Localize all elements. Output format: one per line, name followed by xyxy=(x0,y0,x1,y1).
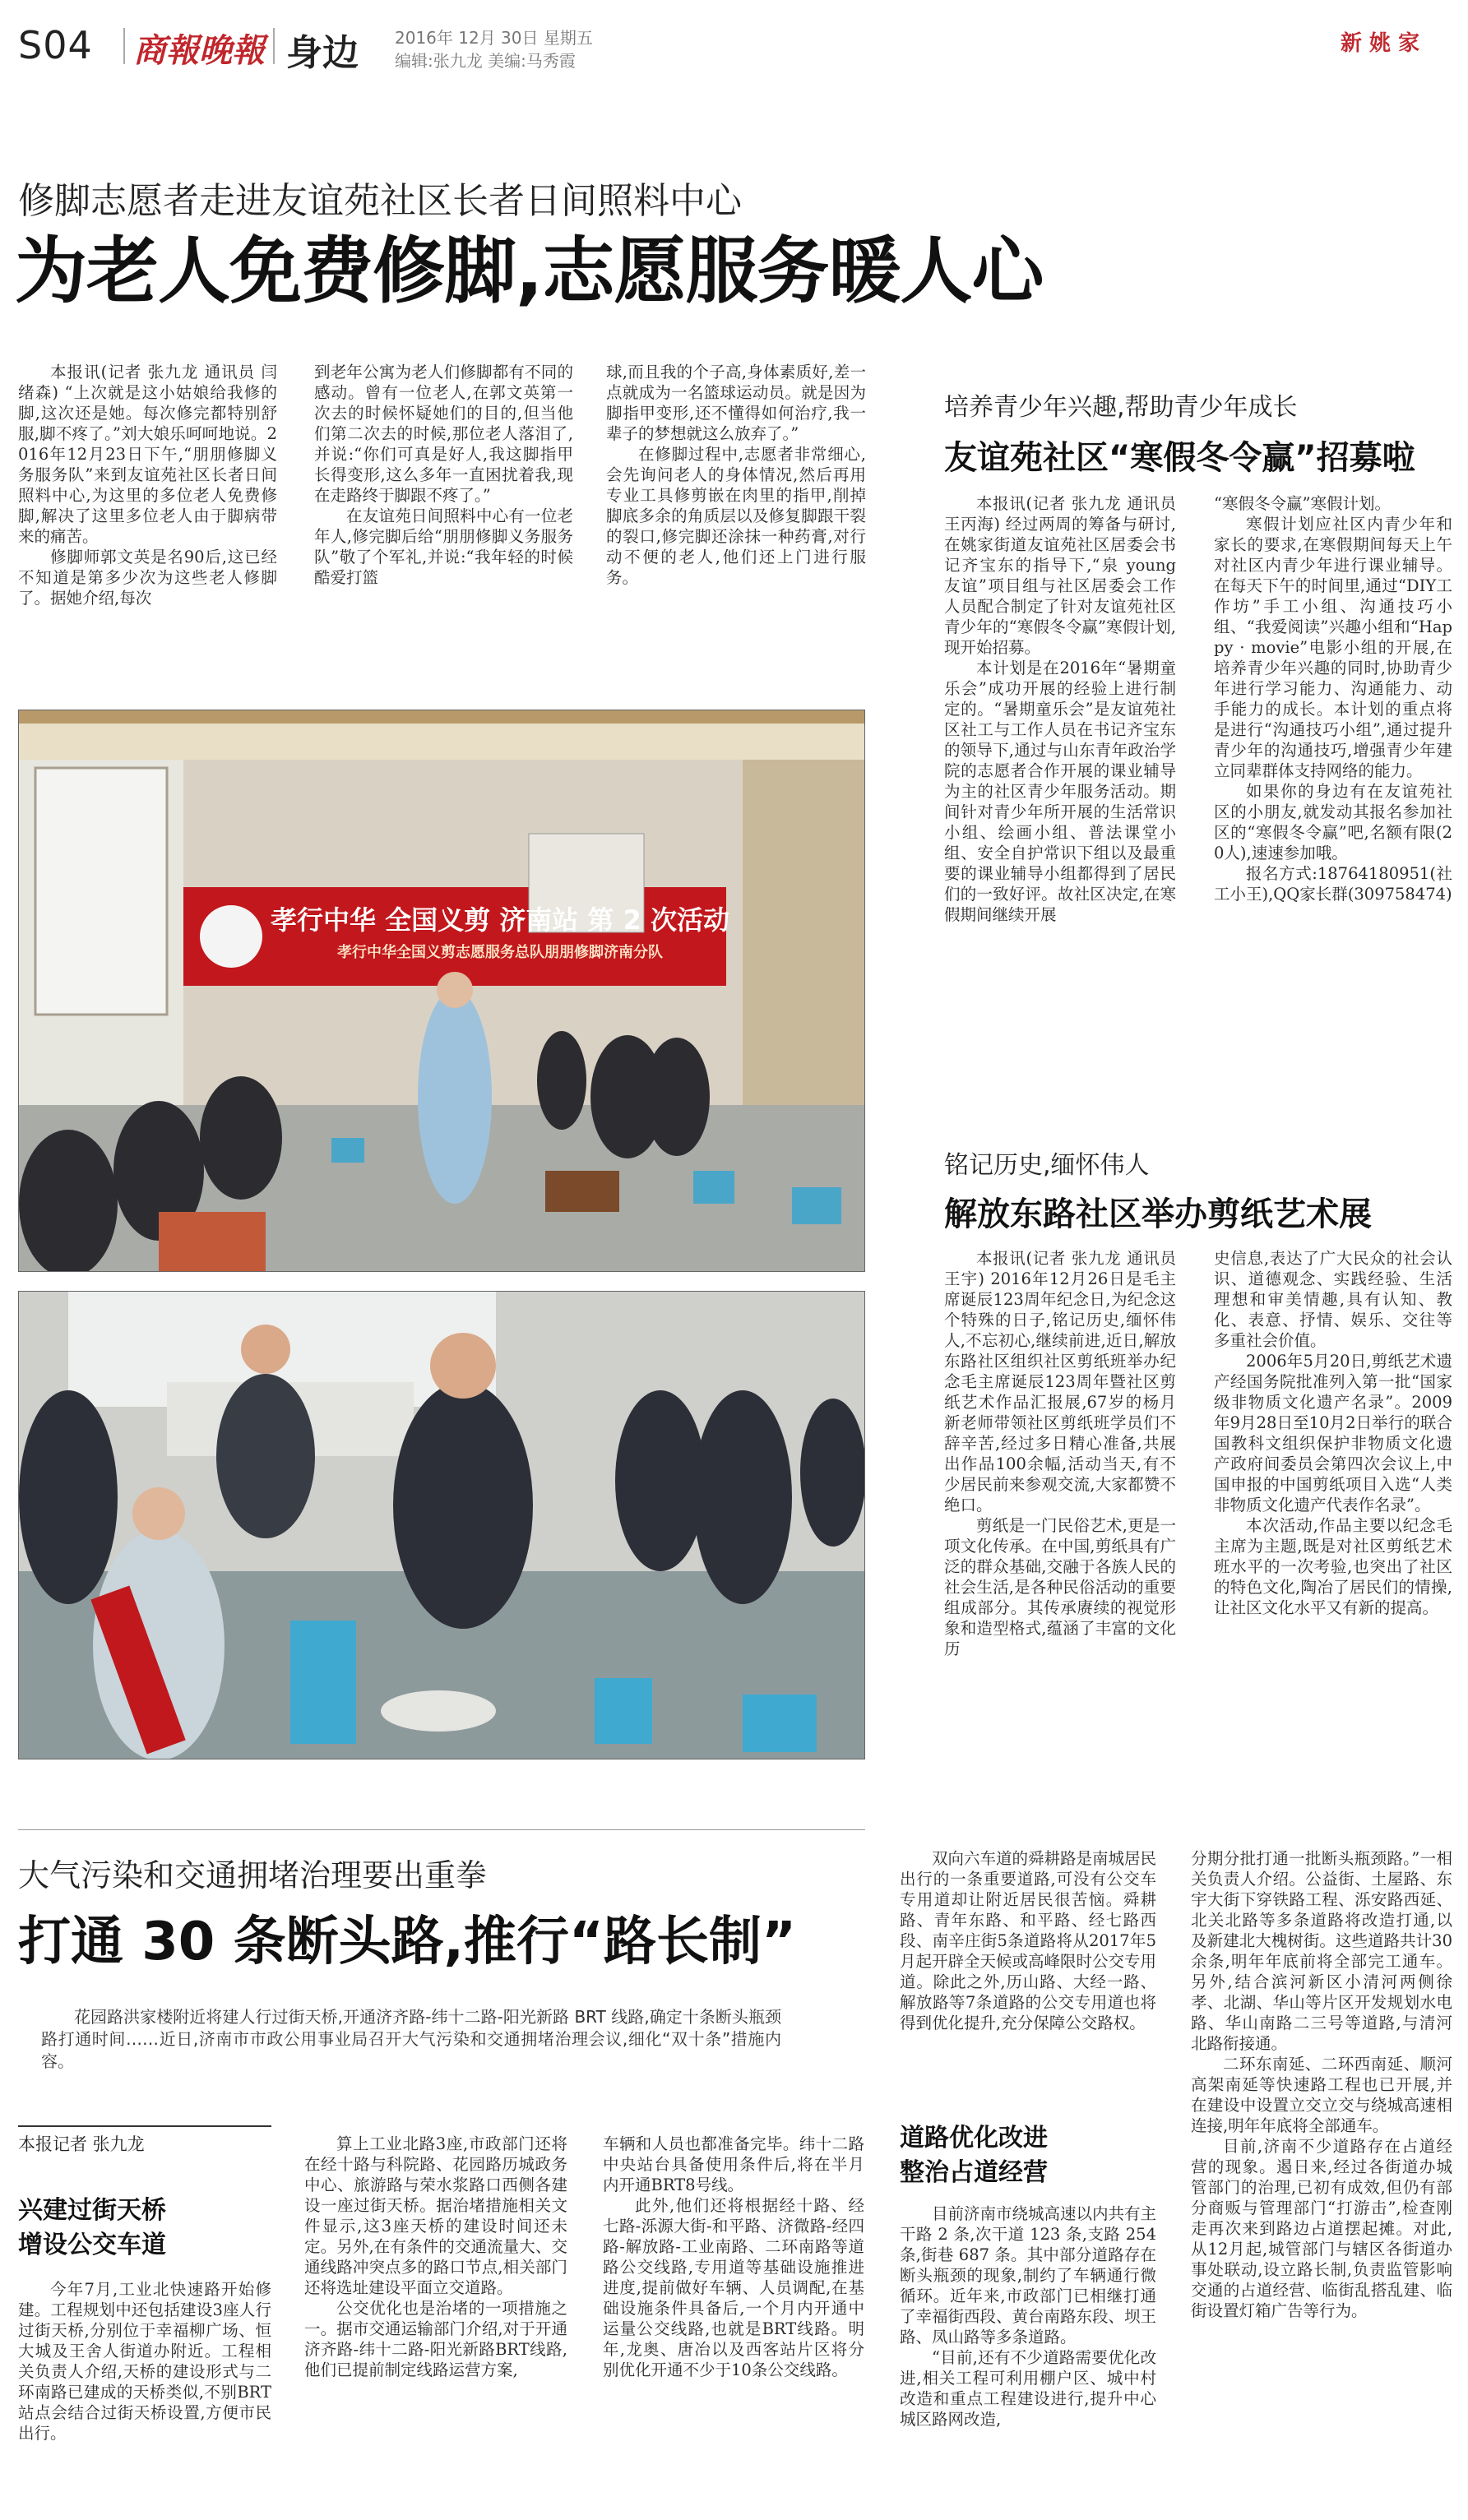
paragraph: 球,而且我的个子高,身体素质好,差一点就成为一名篮球运动员。就是因为脚指甲变形,还不懂得如何治疗,我一辈子的梦想就这么放弃了。” xyxy=(606,363,866,443)
paragraph: 二环东南延、二环西南延、顺河高架南延等快速路工程也已开展,并在建设中设置立交立交与绕城高速相连接,明年年底将全部通车。 xyxy=(1191,2055,1452,2135)
article-4-col-5 xyxy=(1191,1848,1452,2321)
paragraph: 寒假计划应社区内青少年和家长的要求,在寒假期间每天上午对社区内青少年进行课业辅导。在每天下午的时间里,通过“DIY工作坊”手工小组、沟通技巧小组、“我爱阅读”兴趣小组和“Happy · movie”电影小组的开展,在培养青少年兴趣的同时,协助青少年进行学习能力、沟通能力、动手能力的成长。本计划的重点将是进行“沟通技巧小组”,通过提升青少年的沟通技巧,增强青少年建立同辈群体支持网络的能力。 xyxy=(1214,515,1452,780)
paragraph: “目前,还有不少道路需要优化改进,相关工程可利用棚户区、城中村改造和重点工程建设进行,提升中心城区路网改造, xyxy=(900,2348,1156,2429)
column-tag: 新 姚 家 xyxy=(1341,31,1420,56)
article-4-lead xyxy=(41,2006,781,2073)
article-1-col-1 xyxy=(18,362,277,608)
article-3-col-1 xyxy=(944,1248,1176,1659)
paragraph: 史信息,表达了广大民众的社会认识、道德观念、实践经验、生活理想和审美情趣,具有认知、教化、表意、抒情、娱乐、交往等多重社会价值。 xyxy=(1214,1249,1452,1350)
paragraph: 双向六车道的舜耕路是南城居民出行的一条重要道路,可没有公交车专用道却让附近居民很苦恼。舜耕路、青年东路、和平路、经七路西段、南辛庄街5条道路将从2017年5月起开辟全天候或高峰限时公交专用道。除此之外,历山路、大经一路、解放路等7条道路的公交专用道也将得到优化提升,充分保障公交路权。 xyxy=(900,1849,1157,2032)
article-4-col-4b xyxy=(900,2203,1156,2430)
section-separator xyxy=(18,1829,865,1830)
article-1-col-2 xyxy=(314,362,573,588)
reporter-rule xyxy=(18,2125,271,2127)
article-2-kicker: 培养青少年兴趣,帮助青少年成长 xyxy=(944,393,1298,422)
article-4-kicker: 大气污染和交通拥堵治理要出重拳 xyxy=(18,1857,488,1893)
article-4-col-3 xyxy=(603,2134,864,2380)
paragraph: 车辆和人员也都准备完毕。纬十二路中央站台具备使用条件后,将在半月内开通BRT8号线。 xyxy=(603,2134,864,2194)
paragraph: 修脚师郭文英是名90后,这已经不知道是第多少次为这些老人修脚了。据她介绍,每次 xyxy=(18,548,277,608)
lead-paragraph: 花园路洪家楼附近将建人行过街天桥,开通济齐路-纬十二路-阳光新路 BRT 线路,确定十条断头瓶颈路打通时间……近日,济南市市政公用事业局召开大气污染和交通拥堵治理会议,细化“双十条”措施内容。 xyxy=(41,2007,781,2071)
photo-illustration xyxy=(19,1292,864,1759)
paragraph: 在修脚过程中,志愿者非常细心,会先询问老人的身体情况,然后再用专业工具修剪嵌在肉里的指甲,削掉脚底多余的角质层以及修复脚跟干裂的裂口,修完脚还涂抹一种药膏,对行动不便的老人,他们还上门进行服务。 xyxy=(606,445,866,587)
article-3-kicker: 铭记历史,缅怀伟人 xyxy=(944,1151,1150,1180)
article-1-kicker: 修脚志愿者走进友谊苑社区长者日间照料中心 xyxy=(18,180,742,222)
article-1-col-3 xyxy=(606,362,866,588)
paragraph: 剪纸是一门民俗艺术,更是一项文化传承。在中国,剪纸具有广泛的群众基础,交融于各族人民的社会生活,是各种民俗活动的重要组成部分。其传承赓续的视觉形象和造型格式,蕴涵了丰富的文化历 xyxy=(944,1516,1176,1658)
photo-volunteer-event xyxy=(18,710,865,1272)
subhead-overpass: 兴建过街天桥 增设公交车道 xyxy=(18,2196,166,2259)
page-number: S04 xyxy=(18,23,93,67)
article-4-col-2 xyxy=(304,2134,567,2380)
article-1-headline: 为老人免费修脚,志愿服务暖人心 xyxy=(15,229,1044,313)
paragraph: 在友谊苑日间照料中心有一位老年人,修完脚后给“朋朋修脚义务服务队”敬了个军礼,并说:“我年轻的时候酷爱打篮 xyxy=(314,506,573,587)
masthead-divider xyxy=(273,28,275,64)
section-name: 身边 xyxy=(286,32,359,74)
article-3-col-2 xyxy=(1214,1248,1452,1618)
article-2-headline: 友谊苑社区“寒假冬令赢”招募啦 xyxy=(944,439,1415,477)
masthead-divider xyxy=(123,28,125,64)
article-4-col-4a xyxy=(900,1848,1156,2033)
paragraph: 如果你的身边有在友谊苑社区的小朋友,就发动其报名参加社区的“寒假冬令赢”吧,名额有限(20人),速速参加哦。 xyxy=(1214,782,1452,862)
article-3-headline: 解放东路社区举办剪纸艺术展 xyxy=(944,1195,1372,1233)
event-banner-title: 孝行中华 全国义剪 济南站 第 2 次活动 xyxy=(271,904,729,936)
paragraph: 本计划是在2016年“暑期童乐会”成功开展的经验上进行制定的。“暑期童乐会”是友谊苑社区社工与工作人员在书记齐宝东的领导下,通过与山东青年政治学院的志愿者合作开展的课业辅导为主的社区青少年服务活动。期间针对青少年所开展的生活常识小组、绘画小组、普法课堂小组、安全自护常识下组以及最重要的课业辅导小组都得到了居民们的一致好评。故社区决定,在寒假期间继续开展 xyxy=(944,659,1176,924)
paragraph: “寒假冬令赢”寒假计划。 xyxy=(1214,494,1391,513)
paragraph: 本报讯(记者 张九龙 通讯员 闫绪森) “上次就是这小姑娘给我修的脚,这次还是她。每次修完都特别舒服,脚不疼了。”刘大娘乐呵呵地说。2016年12月23日下午,“朋朋修脚义务服务队”来到友谊苑社区长者日间照料中心,为这里的多位老人免费修脚,解决了这里多位老人由于脚病带来的痛苦。 xyxy=(18,363,277,546)
paragraph: 分期分批打通一批断头瓶颈路。”一相关负责人介绍。公益街、土屋路、东宇大街下穿铁路工程、泺安路西延、北关北路等多条道路将改造打通,以及新建北大槐树街。这些道路共计30余条,明年年底前将全部完工通车。另外,结合滨河新区小清河两侧徐孝、北湖、华山等片区开发规划水电路、华山南路二三号等道路,与清河北路衔接通。 xyxy=(1191,1849,1452,2053)
article-2-col-1 xyxy=(944,493,1176,925)
paragraph: 本次活动,作品主要以纪念毛主席为主题,既是对社区剪纸艺术班水平的一次考验,也突出了社区的特色文化,陶冶了居民们的情操,让社区文化水平又有新的提高。 xyxy=(1214,1516,1452,1617)
photo-pedicure-service xyxy=(18,1291,865,1759)
paragraph: 此外,他们还将根据经十路、经七路-泺源大街-和平路、济微路-经四路-解放路-工业南路、二环南路等道路公交线路,专用道等基础设施推进进度,提前做好车辆、人员调配,在基础设施条件具备后,一个月内开通中运量公交线路,也就是BRT线路。明年,龙奥、唐冶以及西客站片区将分别优化开通不少于10条公交线路。 xyxy=(603,2196,864,2379)
article-4-col-1 xyxy=(18,2279,271,2444)
issue-date: 2016年 12月 30日 星期五 xyxy=(395,28,593,48)
newspaper-logo: 商報晚報 xyxy=(133,31,265,70)
event-banner-subtitle: 孝行中华全国义剪志愿服务总队朋朋修脚济南分队 xyxy=(337,944,663,961)
article-2-col-2 xyxy=(1214,493,1452,904)
paragraph: 今年7月,工业北快速路开始修建。工程规划中还包括建设3座人行过街天桥,分别位于幸福柳广场、恒大城及王舍人街道办附近。工程相关负责人介绍,天桥的建设形式与二环南路已建成的天桥类似,不别BRT站点会结合过街天桥设置,方便市民出行。 xyxy=(18,2280,271,2443)
subhead-road-optimization: 道路优化改进 整治占道经营 xyxy=(900,2124,1048,2187)
paragraph: 本报讯(记者 张九龙 通讯员 王宇) 2016年12月26日是毛主席诞辰123周年纪念日,为纪念这个特殊的日子,铭记历史,缅怀伟人,不忘初心,继续前进,近日,解放东路社区组织社区剪纸班举办纪念毛主席诞辰123周年暨社区剪纸艺术作品汇报展,67岁的杨月新老师带领社区剪纸班学员们不辞辛苦,经过多日精心准备,共展出作品100余幅,活动当天,有不少居民前来参观交流,大家都赞不绝口。 xyxy=(944,1249,1176,1514)
paragraph: 算上工业北路3座,市政部门还将在经十路与科院路、花园路历城政务中心、旅游路与荣水浆路口西侧各建设一座过街天桥。据治堵措施相关文件显示,这3座天桥的建设时间还未定。另外,在有条件的交通流量大、交通线路冲突点多的路口节点,相关部门还将选址建设平面立交道路。 xyxy=(304,2134,567,2297)
paragraph: 到老年公寓为老人们修脚都有不同的感动。曾有一位老人,在郭文英第一次去的时候怀疑她们的目的,但当他们第二次去的时候,那位老人落泪了,并说:“你们可真是好人,我这脚指甲长得变形,这么多年一直困扰着我,现在走路终于脚跟不疼了。” xyxy=(314,363,573,505)
article-4-headline: 打通 30 条断头路,推行“路长制” xyxy=(18,1912,797,1972)
paragraph: 目前,济南不少道路存在占道经营的现象。遏日来,经过各街道办城管部门的治理,已初有成效,但仍有部分商贩与管理部门“打游击”,检查刚走再次来到路边占道摆起摊。对此,从12月起,城管部门与辖区各街道办事处联动,设立路长制,负责监管影响交通的占道经营、临街乱搭乱建、临街设置灯箱广告等行为。 xyxy=(1191,2137,1452,2320)
paragraph: 目前济南市绕城高速以内共有主干路 2 条,次干道 123 条,支路 254 条,街巷 687 条。其中部分道路存在断头瓶颈的现象,制约了车辆通行微循环。近年来,市政部门已相继打通了幸福街西段、黄台南路东段、坝王路、凤山路等多条道路。 xyxy=(900,2204,1157,2347)
reporter-byline: 本报记者 张九龙 xyxy=(18,2134,145,2154)
paragraph: 2006年5月20日,剪纸艺术遗产经国务院批准列入第一批“国家级非物质文化遗产名录”。2009年9月28日至10月2日举行的联合国教科文组织保护非物质文化遗产政府间委员会第四次会议上,中国申报的中国剪纸项目入选“人类非物质文化遗产代表作名录”。 xyxy=(1214,1352,1452,1514)
photo-illustration xyxy=(19,710,864,1271)
paragraph: 公交优化也是治堵的一项措施之一。据市交通运输部门介绍,对于开通济齐路-纬十二路-阳光新路BRT线路,他们已提前制定线路运营方案, xyxy=(304,2299,567,2379)
paragraph: 本报讯(记者 张九龙 通讯员 王丙海) 经过两周的筹备与研讨,在姚家街道友谊苑社区居委会书记齐宝东的指导下,“泉 young 友谊”项目组与社区居委会工作人员配合制定了针对友谊苑社区青少年的“寒假冬令赢”寒假计划,现开始招募。 xyxy=(944,494,1176,657)
editor-credits: 编辑:张九龙 美编:马秀霞 xyxy=(395,51,576,71)
paragraph: 报名方式:18764180951(社工小王),QQ家长群(309758474) xyxy=(1214,864,1452,904)
